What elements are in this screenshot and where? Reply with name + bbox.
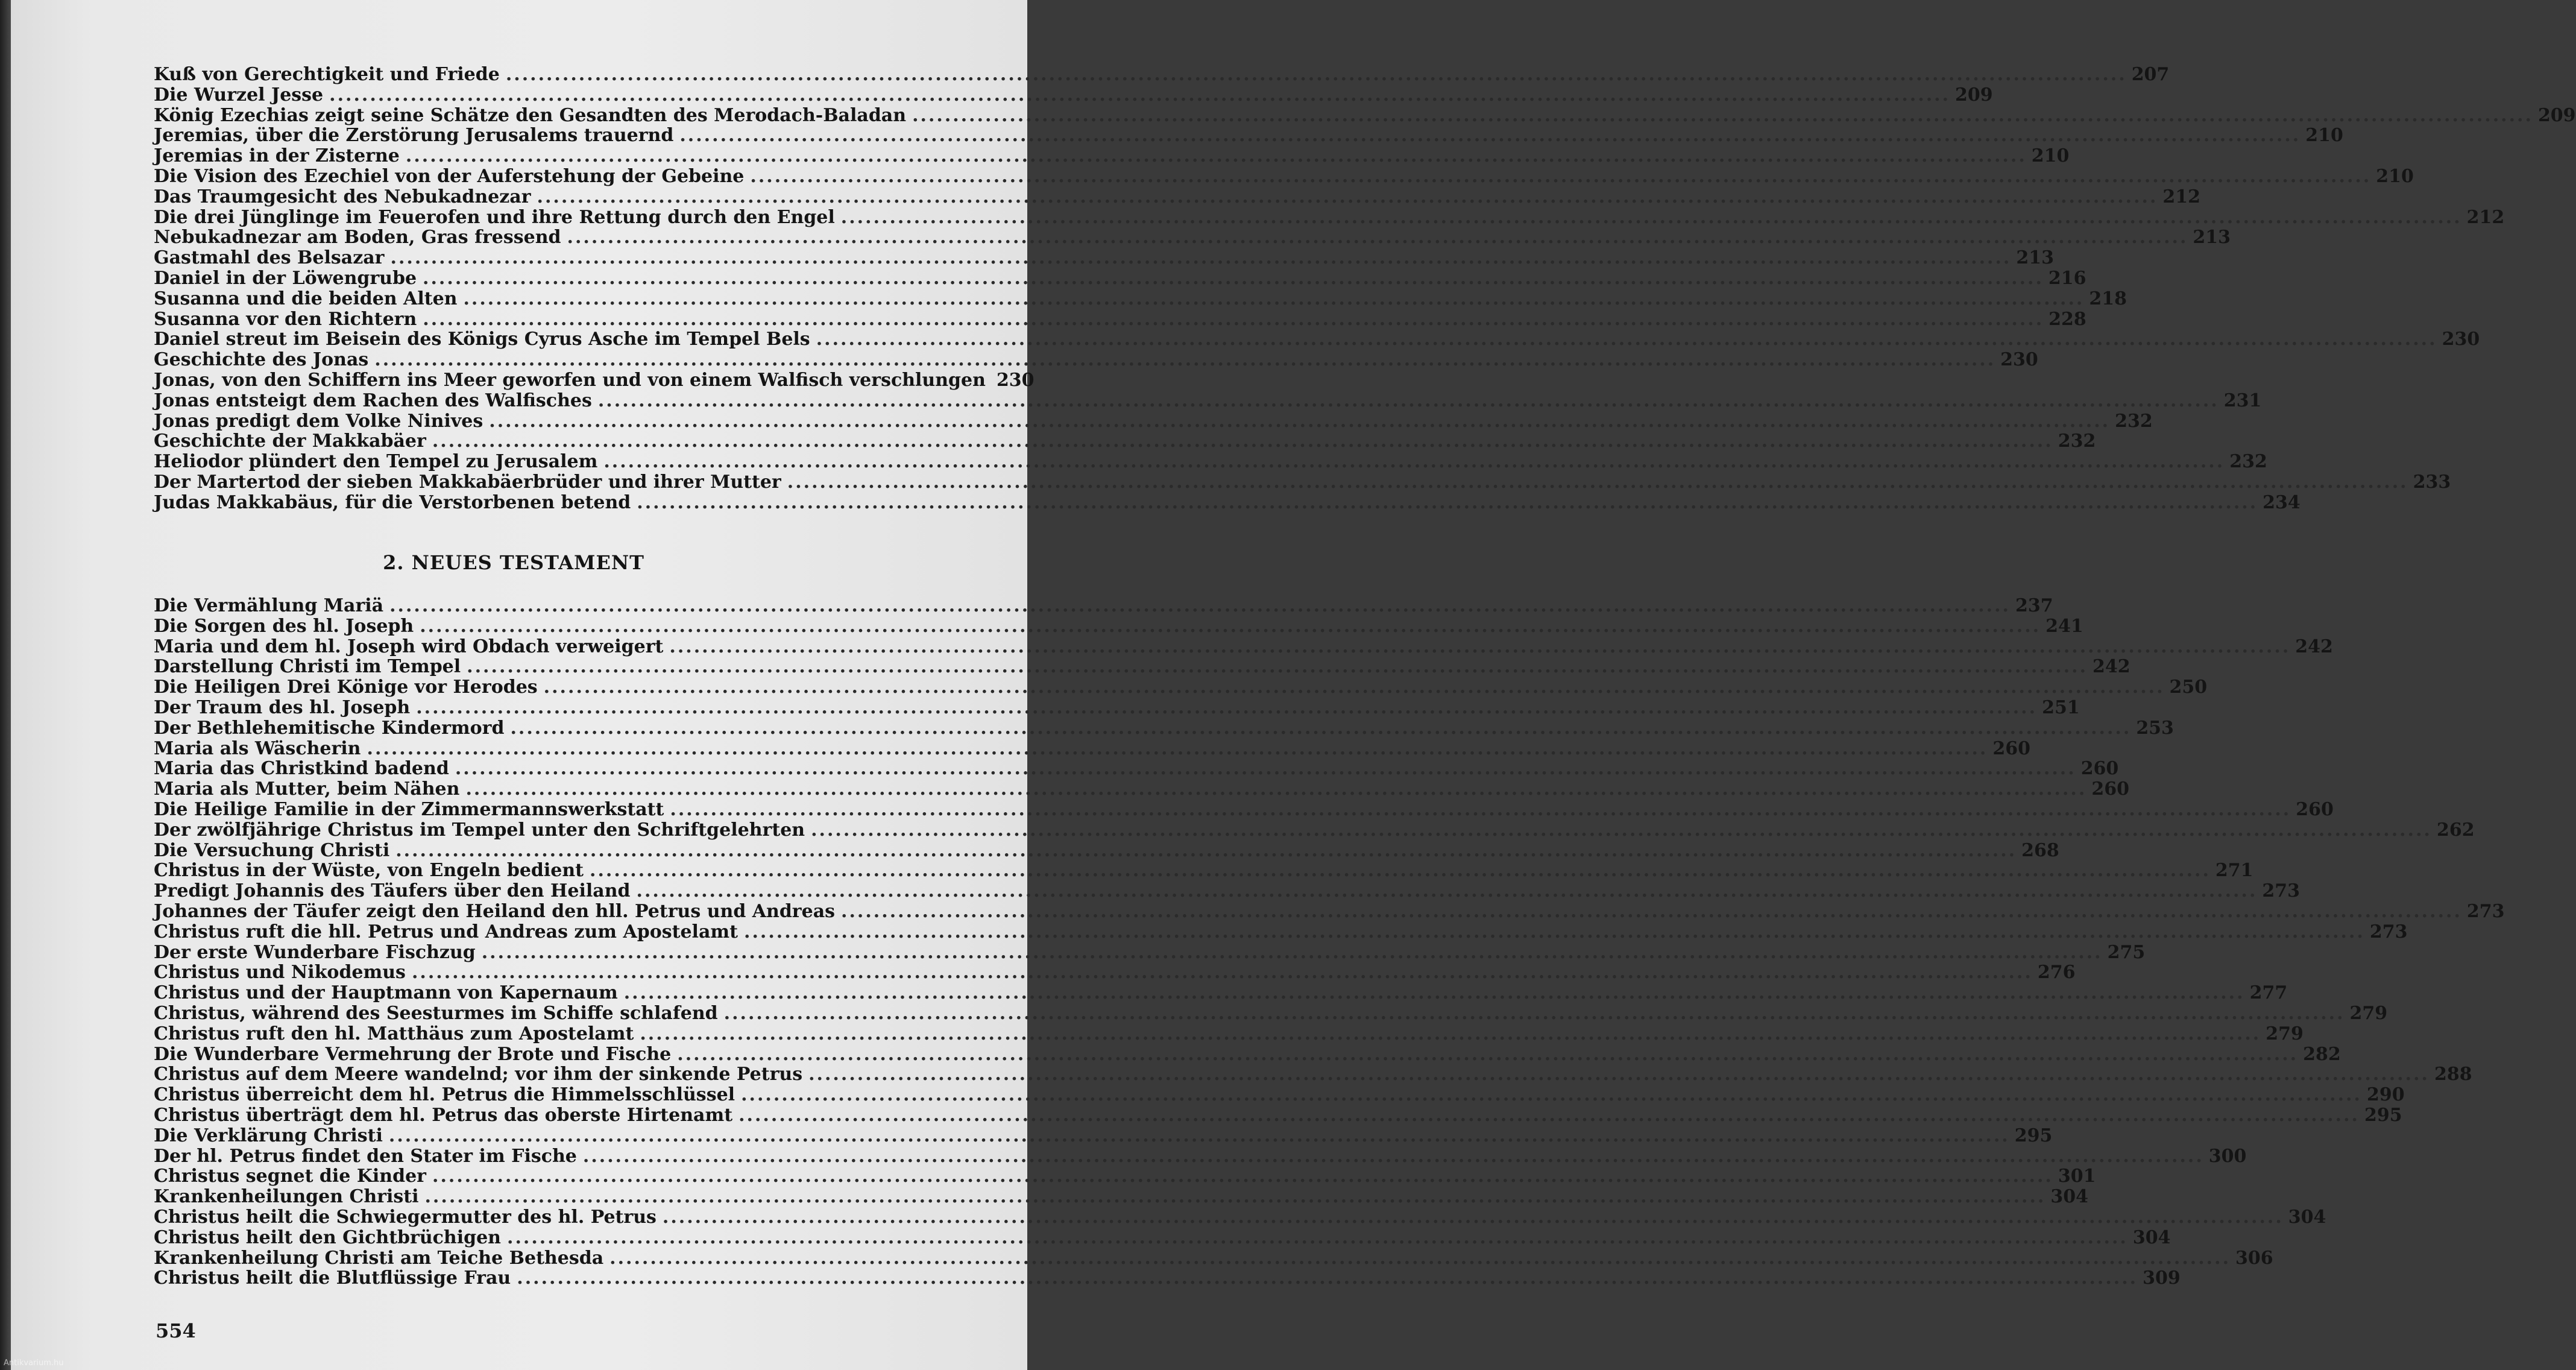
- entry-page-number: 232: [2058, 431, 2096, 452]
- index-entry: [154, 186, 2201, 207]
- dot-leader: ........................................................................................................................................................................................................: [455, 758, 2076, 780]
- entry-title: Predigt Johannis des Täufers über den Heiland: [154, 880, 631, 902]
- dot-leader: ........................................................................................................................................................................................................: [463, 288, 2085, 309]
- entry-title: Judas Makkabäus, für die Verstorbenen betend: [154, 491, 631, 513]
- entry-page-number: 253: [2136, 717, 2174, 739]
- entry-page-number: 304: [2050, 1186, 2088, 1208]
- entry-page-number: 250: [2169, 677, 2208, 698]
- entry-title: Christus und Nikodemus: [154, 962, 406, 983]
- index-entry: [154, 227, 2231, 248]
- entry-page-number: 210: [2376, 165, 2414, 187]
- index-entry: [154, 839, 2059, 861]
- index-entry: [154, 165, 2414, 187]
- dot-leader: ........................................................................................................................................................................................................: [567, 227, 2188, 248]
- entry-page-number: 262: [2436, 819, 2475, 841]
- entry-page-number: 231: [2223, 390, 2262, 411]
- index-entry: [154, 819, 2475, 841]
- dot-leader: ........................................................................................................................................................................................................: [420, 615, 2041, 637]
- entry-title: Christus überträgt dem hl. Petrus das oberste Hirtenamt: [154, 1104, 733, 1126]
- entry-page-number: 210: [2305, 125, 2343, 147]
- index-entry: [154, 1267, 2181, 1289]
- dot-leader: ........................................................................................................................................................................................................: [388, 1125, 2010, 1146]
- entry-title: Der Bethlehemitische Kindermord: [154, 717, 505, 739]
- index-entry: [154, 737, 2030, 759]
- entry-title: Johannes der Täufer zeigt den Heiland den hll. Petrus und Andreas: [154, 900, 836, 922]
- dot-leader: ........................................................................................................................................................................................................: [808, 1064, 2430, 1085]
- index-entry: [154, 471, 2451, 493]
- index-entry: [154, 145, 2070, 167]
- index-entry: [154, 921, 2408, 942]
- dot-leader: ........................................................................................................................................................................................................: [367, 737, 1988, 759]
- index-entry: [154, 1084, 2405, 1106]
- entry-page-number: 295: [2014, 1125, 2053, 1146]
- dot-leader: ........................................................................................................................................................................................................: [590, 860, 2211, 882]
- entry-page-number: 273: [2369, 921, 2408, 942]
- entry-title: Heliodor plündert den Tempel zu Jerusalem: [154, 451, 598, 473]
- entry-page-number: 212: [2466, 206, 2505, 228]
- index-entry: [154, 615, 2083, 637]
- dot-leader: ........................................................................................................................................................................................................: [640, 1023, 2261, 1044]
- index-entry: [154, 125, 2343, 147]
- entry-page-number: 209: [1955, 84, 1993, 106]
- dot-leader: ........................................................................................................................................................................................................: [405, 145, 2027, 167]
- entry-page-number: 218: [2089, 288, 2127, 309]
- entry-title: Die Heilige Familie in der Zimmermannswerkstatt: [154, 798, 664, 820]
- entry-title: Susanna und die beiden Alten: [154, 288, 458, 309]
- dot-leader: ........................................................................................................................................................................................................: [623, 982, 2245, 1004]
- entry-title: Kuß von Gerechtigkeit und Friede: [154, 64, 500, 85]
- entry-title: Der erste Wunderbare Fischzug: [154, 941, 476, 963]
- entry-page-number: 275: [2107, 941, 2146, 963]
- dot-leader: ........................................................................................................................................................................................................: [637, 491, 2258, 513]
- entry-page-number: 207: [2131, 64, 2170, 85]
- entry-page-number: 290: [2366, 1084, 2405, 1106]
- entry-title: Darstellung Christi im Tempel: [154, 656, 461, 678]
- entry-page-number: 271: [2215, 860, 2253, 882]
- index-entry: [154, 636, 2333, 657]
- entry-page-number: 300: [2208, 1145, 2247, 1167]
- entry-title: Die Sorgen des hl. Joseph: [154, 615, 414, 637]
- entry-title: Christus überreicht dem hl. Petrus die Himmelsschlüssel: [154, 1084, 735, 1106]
- entry-title: Maria als Mutter, beim Nähen: [154, 778, 460, 800]
- entry-title: Christus ruft den hl. Matthäus zum Apostelamt: [154, 1023, 634, 1044]
- entry-title: Daniel in der Löwengrube: [154, 267, 417, 289]
- entry-title: König Ezechias zeigt seine Schätze den Gesandten des Merodach-Baladan: [154, 104, 907, 126]
- index-entry: [154, 84, 1993, 106]
- dot-leader: ........................................................................................................................................................................................................: [423, 308, 2044, 330]
- entry-page-number: 288: [2434, 1064, 2472, 1085]
- index-entry: [154, 1226, 2171, 1248]
- index-entry: [154, 1247, 2273, 1269]
- entry-page-number: 233: [2413, 471, 2451, 493]
- index-entry: [154, 1002, 2388, 1024]
- dot-leader: ........................................................................................................................................................................................................: [840, 206, 2462, 228]
- entry-title: Das Traumgesicht des Nebukadnezar: [154, 186, 531, 207]
- index-entry: [154, 677, 2208, 698]
- dot-leader: ........................................................................................................................................................................................................: [912, 104, 2533, 126]
- index-entry: [154, 798, 2334, 820]
- entry-title: Die drei Jünglinge im Feuerofen und ihre Rettung durch den Engel: [154, 206, 835, 228]
- entry-title: Christus auf dem Meere wandelnd; vor ihm der sinkende Petrus: [154, 1064, 803, 1085]
- entry-title: Christus heilt die Blutflüssige Frau: [154, 1267, 511, 1289]
- entry-title: Christus heilt den Gichtbrüchigen: [154, 1226, 501, 1248]
- dot-leader: ........................................................................................................................................................................................................: [416, 696, 2038, 718]
- entry-page-number: 273: [2466, 900, 2505, 922]
- entry-title: Krankenheilungen Christi: [154, 1186, 419, 1208]
- entry-title: Die Verklärung Christi: [154, 1125, 383, 1146]
- dot-leader: ........................................................................................................................................................................................................: [670, 798, 2291, 820]
- index-entry: [154, 941, 2146, 963]
- index-entry: [154, 1104, 2402, 1126]
- dot-leader: ........................................................................................................................................................................................................: [374, 349, 1996, 371]
- entry-title: Jeremias, über die Zerstörung Jerusalems trauernd: [154, 125, 674, 147]
- index-entry: [154, 64, 2170, 85]
- dot-leader: ........................................................................................................................................................................................................: [465, 778, 2087, 800]
- dot-leader: ........................................................................................................................................................................................................: [669, 636, 2291, 657]
- entry-title: Der Martertod der sieben Makkabäerbrüder und ihrer Mutter: [154, 471, 781, 493]
- dot-leader: ........................................................................................................................................................................................................: [411, 962, 2033, 983]
- entry-title: Susanna vor den Richtern: [154, 308, 417, 330]
- index-entry: [154, 962, 2076, 983]
- dot-leader: ........................................................................................................................................................................................................: [517, 1267, 2138, 1289]
- index-entry: [154, 104, 2576, 126]
- entry-title: Gastmahl des Belsazar: [154, 247, 385, 269]
- index-entry: [154, 717, 2174, 739]
- dot-leader: ........................................................................................................................................................................................................: [662, 1206, 2284, 1228]
- index-entry: [154, 758, 2119, 780]
- entry-page-number: 213: [2016, 247, 2054, 269]
- entry-page-number: 212: [2162, 186, 2201, 207]
- entry-page-number: 232: [2229, 451, 2267, 473]
- entry-page-number: 230: [2442, 329, 2480, 350]
- dot-leader: ........................................................................................................................................................................................................: [543, 677, 2165, 698]
- entry-page-number: 242: [2295, 636, 2333, 657]
- entry-page-number: 279: [2349, 1002, 2388, 1024]
- entry-page-number: 273: [2262, 880, 2300, 902]
- index-entry: [154, 1186, 2088, 1208]
- entry-title: Die Vermählung Mariä: [154, 595, 384, 616]
- entry-title: Die Heiligen Drei Könige vor Herodes: [154, 677, 538, 698]
- entry-page-number: 210: [2031, 145, 2070, 167]
- entry-title: Christus heilt die Schwiegermutter des hl. Petrus: [154, 1206, 657, 1228]
- entry-page-number: 260: [2091, 778, 2129, 800]
- index-entry: [154, 860, 2253, 882]
- entry-title: Geschichte des Jonas: [154, 349, 369, 371]
- index-entry: [154, 880, 2300, 902]
- index-entry: [154, 491, 2300, 513]
- entry-page-number: 228: [2049, 308, 2086, 330]
- dot-leader: ........................................................................................................................................................................................................: [481, 941, 2103, 963]
- entry-page-number: 230: [2000, 349, 2038, 371]
- index-entry: [154, 1064, 2472, 1085]
- entry-page-number: 309: [2143, 1267, 2181, 1289]
- book-binding: [0, 0, 11, 1370]
- dot-leader: ........................................................................................................................................................................................................: [750, 165, 2372, 187]
- entry-page-number: 232: [2115, 410, 2153, 432]
- new-testament-index-list: [154, 595, 2505, 1289]
- index-entry: [154, 1166, 2096, 1187]
- entry-page-number: 276: [2037, 962, 2076, 983]
- entry-page-number: 279: [2266, 1023, 2304, 1044]
- dot-leader: ........................................................................................................................................................................................................: [537, 186, 2158, 207]
- dot-leader: ........................................................................................................................................................................................................: [507, 1226, 2128, 1248]
- index-entry: [154, 410, 2153, 432]
- entry-title: Christus ruft die hll. Petrus und Andreas zum Apostelamt: [154, 921, 738, 942]
- entry-page-number: 216: [2048, 267, 2086, 289]
- entry-title: Daniel streut im Beisein des Königs Cyrus Asche im Tempel Bels: [154, 329, 810, 350]
- entry-title: Maria als Wäscherin: [154, 737, 361, 759]
- entry-title: Der zwölfjährige Christus im Tempel unter den Schriftgelehrten: [154, 819, 805, 841]
- index-entry: [154, 288, 2127, 309]
- entry-page-number: 230: [996, 369, 1034, 391]
- index-entry: [154, 390, 2262, 411]
- dot-leader: ........................................................................................................................................................................................................: [597, 390, 2219, 411]
- dot-leader: ........................................................................................................................................................................................................: [432, 431, 2053, 452]
- index-entry: [154, 1145, 2247, 1167]
- index-entry: [154, 206, 2505, 228]
- old-testament-index-list: [154, 64, 2576, 513]
- entry-page-number: 295: [2364, 1104, 2402, 1126]
- index-entry: [154, 308, 2086, 330]
- entry-title: Jonas, von den Schiffern ins Meer geworfen und von einem Walfisch verschlungen: [154, 369, 986, 391]
- index-entry: [154, 778, 2129, 800]
- dot-leader: ........................................................................................................................................................................................................: [510, 717, 2132, 739]
- dot-leader: ........................................................................................................................................................................................................: [738, 1104, 2360, 1126]
- index-entry: [154, 595, 2053, 616]
- index-entry: [154, 369, 1034, 391]
- dot-leader: ........................................................................................................................................................................................................: [389, 595, 2011, 616]
- index-entry: [154, 696, 2080, 718]
- entry-page-number: 209: [2537, 104, 2576, 126]
- page-number: 554: [156, 1319, 196, 1342]
- dot-leader: ........................................................................................................................................................................................................: [489, 410, 2111, 432]
- watermark: Antikvarium.hu: [4, 1359, 64, 1368]
- entry-page-number: 213: [2193, 227, 2231, 248]
- index-entry: [154, 1125, 2053, 1146]
- dot-leader: ........................................................................................................................................................................................................: [432, 1166, 2053, 1187]
- dot-leader: ........................................................................................................................................................................................................: [811, 819, 2432, 841]
- entry-title: Die Wurzel Jesse: [154, 84, 324, 106]
- entry-page-number: 260: [2296, 798, 2334, 820]
- dot-leader: ........................................................................................................................................................................................................: [395, 839, 2017, 861]
- entry-title: Geschichte der Makkabäer: [154, 431, 426, 452]
- dot-leader: ........................................................................................................................................................................................................: [423, 267, 2044, 289]
- dot-leader: ........................................................................................................................................................................................................: [424, 1186, 2046, 1208]
- dot-leader: ........................................................................................................................................................................................................: [677, 1043, 2299, 1065]
- index-entry: [154, 656, 2130, 678]
- entry-title: Nebukadnezar am Boden, Gras fressend: [154, 227, 561, 248]
- entry-title: Jonas entsteigt dem Rachen des Walfisches: [154, 390, 592, 411]
- entry-page-number: 251: [2042, 696, 2080, 718]
- index-entry: [154, 247, 2054, 269]
- dot-leader: ........................................................................................................................................................................................................: [609, 1247, 2231, 1269]
- entry-title: Christus, während des Seesturmes im Schiffe schlafend: [154, 1002, 718, 1024]
- dot-leader: ........................................................................................................................................................................................................: [505, 64, 2127, 85]
- entry-page-number: 260: [1992, 737, 2030, 759]
- entry-title: Jonas predigt dem Volke Ninives: [154, 410, 483, 432]
- index-entry: [154, 451, 2267, 473]
- dot-leader: ........................................................................................................................................................................................................: [582, 1145, 2204, 1167]
- entry-page-number: 234: [2263, 491, 2300, 513]
- section-heading-new-testament: 2. NEUES TESTAMENT: [383, 551, 644, 574]
- index-entry: [154, 1043, 2341, 1065]
- entry-page-number: 260: [2080, 758, 2119, 780]
- index-entry: [154, 267, 2086, 289]
- entry-title: Die Wunderbare Vermehrung der Brote und Fische: [154, 1043, 672, 1065]
- entry-title: Christus segnet die Kinder: [154, 1166, 426, 1187]
- dot-leader: ........................................................................................................................................................................................................: [723, 1002, 2345, 1024]
- index-entry: [154, 329, 2480, 350]
- dot-leader: ........................................................................................................................................................................................................: [390, 247, 2012, 269]
- entry-title: Christus und der Hauptmann von Kapernaum: [154, 982, 618, 1004]
- dot-leader: ........................................................................................................................................................................................................: [679, 125, 2301, 147]
- index-entry: [154, 1023, 2304, 1044]
- entry-page-number: 277: [2249, 982, 2288, 1004]
- dot-leader: ........................................................................................................................................................................................................: [787, 471, 2408, 493]
- entry-title: Maria das Christkind badend: [154, 758, 449, 780]
- entry-page-number: 282: [2303, 1043, 2341, 1065]
- entry-page-number: 241: [2045, 615, 2083, 637]
- entry-page-number: 268: [2021, 839, 2059, 861]
- index-entry: [154, 982, 2288, 1004]
- index-entry: [154, 431, 2096, 452]
- dot-leader: ........................................................................................................................................................................................................: [329, 84, 1951, 106]
- dot-leader: ........................................................................................................................................................................................................: [603, 451, 2225, 473]
- index-entry: [154, 900, 2505, 922]
- entry-page-number: 237: [2015, 595, 2053, 616]
- entry-page-number: 242: [2093, 656, 2130, 678]
- index-entry: [154, 349, 2038, 371]
- entry-title: Krankenheilung Christi am Teiche Bethesda: [154, 1247, 604, 1269]
- entry-title: Die Versuchung Christi: [154, 839, 390, 861]
- entry-title: Maria und dem hl. Joseph wird Obdach verweigert: [154, 636, 664, 657]
- entry-page-number: 301: [2058, 1166, 2096, 1187]
- entry-title: Jeremias in der Zisterne: [154, 145, 400, 167]
- entry-page-number: 304: [2288, 1206, 2326, 1228]
- dot-leader: ........................................................................................................................................................................................................: [741, 1084, 2362, 1106]
- entry-title: Christus in der Wüste, von Engeln bedient: [154, 860, 584, 882]
- entry-title: Der hl. Petrus findet den Stater im Fische: [154, 1145, 577, 1167]
- entry-title: Die Vision des Ezechiel von der Auferstehung der Gebeine: [154, 165, 745, 187]
- index-entry: [154, 1206, 2326, 1228]
- dot-leader: ........................................................................................................................................................................................................: [841, 900, 2462, 922]
- dot-leader: ........................................................................................................................................................................................................: [744, 921, 2365, 942]
- dot-leader: ........................................................................................................................................................................................................: [467, 656, 2088, 678]
- entry-page-number: 304: [2132, 1226, 2171, 1248]
- dot-leader: ........................................................................................................................................................................................................: [816, 329, 2437, 350]
- entry-page-number: 306: [2235, 1247, 2273, 1269]
- dot-leader: ........................................................................................................................................................................................................: [636, 880, 2258, 902]
- entry-title: Der Traum des hl. Joseph: [154, 696, 411, 718]
